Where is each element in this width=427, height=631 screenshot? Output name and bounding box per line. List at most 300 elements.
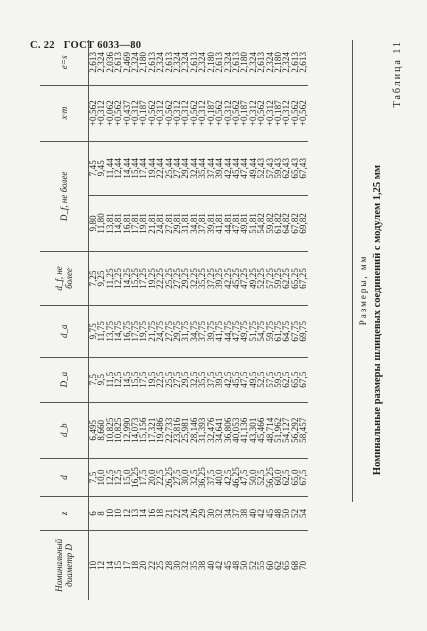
table-cell: 17,81 — [131, 195, 139, 251]
table-cell: 43,301 — [249, 402, 257, 458]
table-cell: 36,25 — [198, 458, 206, 496]
table-cell: +0,562 — [148, 85, 156, 141]
table-cell: 14 — [104, 560, 115, 570]
table-cell: 37,75 — [198, 305, 206, 357]
table-cell: 62,43 — [282, 141, 290, 195]
table-cell: 49,75 — [240, 305, 248, 357]
table-cell: 46,25 — [232, 458, 240, 496]
table-cell: 12,5 — [114, 357, 122, 402]
table-cell: 57,5 — [266, 357, 274, 402]
table-cell: +0,312 — [249, 85, 257, 141]
table-cell: 9,75 — [89, 305, 98, 357]
table-cell: 48 — [230, 560, 241, 570]
table-cell: 24,81 — [156, 195, 164, 251]
table-cell: 37,5 — [207, 357, 215, 402]
table-cell: 48,714 — [266, 402, 274, 458]
table-cell: 9,25 — [97, 251, 105, 305]
table-cell: 62 — [272, 560, 283, 570]
table-cell: 16,25 — [131, 458, 139, 496]
table-cell: 2,324 — [156, 40, 164, 85]
table-cell: 60,0 — [274, 458, 282, 496]
table-cell: 28 — [163, 560, 174, 570]
table-cell: 15,44 — [131, 141, 139, 195]
table-cell: 29,5 — [181, 357, 189, 402]
table-cell: 10 — [88, 560, 98, 570]
table-cell: 56,25 — [266, 458, 274, 496]
table-cell: 2,180 — [274, 40, 282, 85]
table-cell: 21 — [165, 497, 173, 531]
table-cell: 37,81 — [198, 195, 206, 251]
table-cell: 11,75 — [97, 305, 105, 357]
table-cell: 6,495 — [89, 402, 98, 458]
table-cell: 65,25 — [291, 251, 299, 305]
table-cell: 50 — [282, 497, 290, 531]
table-cell: 17,5 — [139, 458, 147, 496]
header-es: e=s — [40, 40, 89, 85]
table-cell: 47,75 — [232, 305, 240, 357]
table-cell: 14,44 — [123, 141, 131, 195]
table-cell: 17,5 — [139, 357, 147, 402]
table-cell: 14,073 — [131, 402, 139, 458]
table-cell: 44,75 — [224, 305, 232, 357]
table-cell: 27,44 — [173, 141, 181, 195]
table-cell: +0,562 — [215, 85, 223, 141]
table-cell: 13 — [131, 497, 139, 531]
table-cell: 12 — [96, 560, 107, 570]
table-cell: 19,5 — [148, 357, 156, 402]
table-cell: 70 — [298, 560, 309, 570]
table-cell: 49,44 — [249, 141, 257, 195]
table-cell: 39,81 — [207, 195, 215, 251]
table-cell: 20,0 — [148, 458, 156, 496]
table-cell: 54,82 — [257, 195, 265, 251]
table-cell: 15,0 — [123, 458, 131, 496]
table-cell: +0,562 — [257, 85, 265, 141]
table-cell: 2,324 — [181, 40, 189, 85]
table-cell: 62,5 — [282, 458, 290, 496]
table-cell: 38 — [197, 560, 208, 570]
table-cell: 22,5 — [156, 458, 164, 496]
table-cell: 15,5 — [131, 357, 139, 402]
table-cell: 2,613 — [299, 40, 307, 85]
table-cell: 19,486 — [156, 402, 164, 458]
table-header-row — [40, 40, 89, 600]
table-cell: 27,25 — [173, 251, 181, 305]
table-cell: 31,393 — [198, 402, 206, 458]
table-cell: 41,75 — [215, 305, 223, 357]
table-row — [299, 40, 307, 600]
table-cell: 2,180 — [139, 40, 147, 85]
table-cell: +0,187 — [240, 85, 248, 141]
table-cell: 32,25 — [190, 251, 198, 305]
table-cell: +0,187 — [139, 85, 147, 141]
table-cell: 39,25 — [215, 251, 223, 305]
table-cell: 34,81 — [190, 195, 198, 251]
table-cell: 47,25 — [240, 251, 248, 305]
header-Df: D_f, не более — [40, 141, 89, 251]
table-cell: 30 — [172, 560, 183, 570]
table-cell: 26,25 — [165, 458, 173, 496]
table-cell: 54,127 — [282, 402, 290, 458]
table-cell: 13,81 — [106, 195, 114, 251]
table-cell: 65,43 — [291, 141, 299, 195]
table-cell: 36,806 — [224, 402, 232, 458]
table-cell: 22 — [146, 560, 157, 570]
table-cell: 40 — [249, 497, 257, 531]
table-cell: 67,82 — [291, 195, 299, 251]
table-cell: +0,562 — [299, 85, 307, 141]
table-title: Номинальные размеры шлицевых соединений с модулем 1,25 мм — [372, 164, 383, 476]
standard-code: ГОСТ 6033—80 — [63, 40, 142, 51]
table-cell: 15 — [113, 560, 124, 570]
table-cell: 38 — [240, 497, 248, 531]
table-cell: 42,25 — [224, 251, 232, 305]
table-cell: 65,5 — [291, 357, 299, 402]
table-cell: +0,562 — [165, 85, 173, 141]
table-cell: 65,0 — [291, 458, 299, 496]
table-cell: 2,180 — [207, 40, 215, 85]
table-cell: 47,5 — [240, 357, 248, 402]
table-cell: +0,312 — [181, 85, 189, 141]
table-cell: 60 — [264, 560, 275, 570]
table-cell: 69,75 — [299, 305, 307, 357]
table-cell: 44,81 — [224, 195, 232, 251]
table-cell: 56,292 — [291, 402, 299, 458]
table-cell: 59,75 — [266, 305, 274, 357]
table-cell: 47,81 — [232, 195, 240, 251]
table-cell: 2,613 — [89, 40, 98, 85]
table-cell: 25,44 — [165, 141, 173, 195]
table-cell: 45 — [222, 560, 233, 570]
table-cell: +0,187 — [207, 85, 215, 141]
table-cell: 37,5 — [207, 458, 215, 496]
table-cell: 2,613 — [232, 40, 240, 85]
table-cell: +0,187 — [274, 85, 282, 141]
table-cell: 20 — [138, 560, 149, 570]
table-cell: 6 — [89, 497, 98, 531]
table-cell: 32,476 — [207, 402, 215, 458]
table-cell: 2,324 — [198, 40, 206, 85]
table-cell: 37,25 — [207, 251, 215, 305]
table-cell: 26 — [190, 497, 198, 531]
table-cell: 22,44 — [156, 141, 164, 195]
header-Da: D_a — [40, 357, 89, 402]
table-cell: 22,25 — [156, 251, 164, 305]
rotated-table-region — [40, 40, 410, 600]
table-cell: 22 — [173, 497, 181, 531]
table-cell: 24,75 — [156, 305, 164, 357]
table-cell: 49,5 — [249, 357, 257, 402]
table-cell: 50 — [239, 560, 250, 570]
table-cell: +0,312 — [266, 85, 274, 141]
table-cell: 32,5 — [190, 357, 198, 402]
table-cell: 2,324 — [266, 40, 274, 85]
table-cell: 7,5 — [89, 357, 98, 402]
table-cell: 19,75 — [139, 305, 147, 357]
table-cell: 57,25 — [266, 251, 274, 305]
table-cell: 29,25 — [181, 251, 189, 305]
table-cell: 14,25 — [123, 251, 131, 305]
table-cell: 16 — [148, 497, 156, 531]
table-label: Таблица 11 — [392, 40, 403, 108]
table-cell: 39,75 — [207, 305, 215, 357]
table-cell: 7,5 — [89, 458, 98, 496]
table-cell: 15,25 — [131, 251, 139, 305]
table-cell: 42,5 — [224, 357, 232, 402]
table-cell: 42 — [214, 560, 225, 570]
header-xm: x·m — [40, 85, 89, 141]
header-z: z — [40, 497, 89, 531]
table-cell: 57,43 — [266, 141, 274, 195]
table-cell: 2,613 — [291, 40, 299, 85]
table-cell: 69,82 — [299, 195, 307, 251]
table-cell: 32 — [180, 560, 191, 570]
table-cell: 49,81 — [240, 195, 248, 251]
table-cell: +0,312 — [97, 85, 105, 141]
table-cell: 7,45 — [89, 141, 98, 195]
header-d: d — [40, 458, 89, 496]
table-cell: 14,75 — [114, 305, 122, 357]
table-cell: 17,321 — [148, 402, 156, 458]
table-cell: +0,562 — [232, 85, 240, 141]
table-cell: 12,44 — [114, 141, 122, 195]
table-cell: 40,0 — [215, 458, 223, 496]
table-cell: 2,324 — [224, 40, 232, 85]
table-cell: 45,5 — [232, 357, 240, 402]
table-cell: +0,312 — [156, 85, 164, 141]
table-cell: 2,324 — [97, 40, 105, 85]
table-cell: 19,44 — [148, 141, 156, 195]
table-cell: 14,81 — [114, 195, 122, 251]
table-cell: 47,44 — [240, 141, 248, 195]
table-cell: 9,80 — [89, 195, 98, 251]
table-cell: 11,80 — [97, 195, 105, 251]
table-cell: +0,062 — [106, 85, 114, 141]
table-cell: 58,457 — [299, 402, 307, 458]
table-cell: 2,324 — [131, 40, 139, 85]
table-cell: 54 — [299, 497, 307, 531]
table-cell: +0,312 — [224, 85, 232, 141]
table-cell: 51,75 — [249, 305, 257, 357]
table-cell: 61,82 — [274, 195, 282, 251]
table-cell: 37,44 — [207, 141, 215, 195]
table-cell: 11,25 — [106, 251, 114, 305]
table-cell: 12,25 — [114, 251, 122, 305]
table-cell: 10,0 — [97, 458, 105, 496]
table-cell: 25,25 — [165, 251, 173, 305]
table-cell: 28,146 — [190, 402, 198, 458]
table-cell: +0,562 — [291, 85, 299, 141]
table-cell: 35,44 — [198, 141, 206, 195]
header-db: d_b — [40, 402, 89, 458]
table-cell: 32 — [215, 497, 223, 531]
table-cell: 35,5 — [198, 357, 206, 402]
table-cell: 55 — [256, 560, 267, 570]
table-cell: +0,562 — [114, 85, 122, 141]
table-cell: 35,25 — [198, 251, 206, 305]
table-cell: 65 — [281, 560, 292, 570]
table-cell: +0,562 — [190, 85, 198, 141]
table-cell: 8,660 — [97, 402, 105, 458]
table-cell: 25 — [155, 560, 166, 570]
table-cell: 30 — [207, 497, 215, 531]
table-cell: 52 — [291, 497, 299, 531]
table-cell: 67,5 — [299, 357, 307, 402]
table-cell: 52,25 — [257, 251, 265, 305]
table-cell: 2,324 — [249, 40, 257, 85]
table-cell: 2,613 — [190, 40, 198, 85]
table-cell: 41,81 — [215, 195, 223, 251]
table-cell: 2,613 — [165, 40, 173, 85]
table-cell: 16,75 — [123, 305, 131, 357]
table-cell: 27,81 — [165, 195, 173, 251]
table-cell: 41,136 — [240, 402, 248, 458]
table-cell: 45,25 — [232, 251, 240, 305]
table-cell: 15,156 — [139, 402, 147, 458]
table-cell: 42,5 — [224, 458, 232, 496]
table-cell: 2,036 — [106, 40, 114, 85]
table-cell: 10 — [114, 497, 122, 531]
table-cell: 51,81 — [249, 195, 257, 251]
subtitle-divider — [352, 40, 353, 502]
table-cell: 67,75 — [291, 305, 299, 357]
table-cell: 9,5 — [97, 357, 105, 402]
table-cell: 10 — [106, 497, 114, 531]
table-cell: 29,44 — [181, 141, 189, 195]
table-cell: 59,82 — [266, 195, 274, 251]
table-cell: 32,5 — [190, 458, 198, 496]
table-cell: 37 — [232, 497, 240, 531]
table-cell: 17 — [121, 560, 132, 570]
table-cell: 2,613 — [148, 40, 156, 85]
table-cell: 39,44 — [215, 141, 223, 195]
table-cell: 19,25 — [148, 251, 156, 305]
table-cell: 21,81 — [148, 195, 156, 251]
table-cell: 40 — [205, 560, 216, 570]
table-cell: 2,469 — [123, 40, 131, 85]
table-subtitle: Размеры, мм — [358, 254, 368, 326]
table-cell: 27,75 — [165, 305, 173, 357]
table-cell: 29,81 — [173, 195, 181, 251]
table-cell: 11,44 — [106, 141, 114, 195]
table-cell: 16,81 — [123, 195, 131, 251]
table-cell: 29 — [198, 497, 206, 531]
table-cell: +0,312 — [198, 85, 206, 141]
table-cell: 17,25 — [139, 251, 147, 305]
table-cell: 12,5 — [106, 458, 114, 496]
table-cell: 59,5 — [274, 357, 282, 402]
table-cell: 2,324 — [173, 40, 181, 85]
table-cell: 11,5 — [106, 357, 114, 402]
table-cell: 13,75 — [106, 305, 114, 357]
table-cell: 52,5 — [257, 357, 265, 402]
table-cell: 9,45 — [97, 141, 105, 195]
table-cell: 32,44 — [190, 141, 198, 195]
table-cell: 25,981 — [181, 402, 189, 458]
table-cell: 31,75 — [181, 305, 189, 357]
table-cell: 2,613 — [257, 40, 265, 85]
table-cell: 27,5 — [173, 458, 181, 496]
table-cell: +0,312 — [173, 85, 181, 141]
table-cell: 34,75 — [190, 305, 198, 357]
table-cell: 52 — [247, 560, 258, 570]
header-df: d_f, не более — [40, 251, 89, 305]
table-cell: 48 — [274, 497, 282, 531]
table-cell: 10,825 — [106, 402, 114, 458]
table-cell: 34,641 — [215, 402, 223, 458]
table-cell: 27,5 — [173, 357, 181, 402]
dimensions-table — [40, 40, 308, 600]
table-cell: 23,816 — [173, 402, 181, 458]
table-cell: 22,5 — [156, 357, 164, 402]
table-cell: +0,437 — [123, 85, 131, 141]
header-nominal-diameter: Номинальный диаметр D — [40, 530, 89, 600]
table-cell: 2,324 — [282, 40, 290, 85]
table-cell: 12,5 — [114, 458, 122, 496]
table-cell: 54,75 — [257, 305, 265, 357]
table-cell: 17,44 — [139, 141, 147, 195]
table-cell: 49,25 — [249, 251, 257, 305]
table-cell: 19,81 — [139, 195, 147, 251]
table-cell: 25,5 — [165, 357, 173, 402]
table-cell: 52,43 — [257, 141, 265, 195]
table-cell: 62,25 — [282, 251, 290, 305]
table-cell: 29,75 — [173, 305, 181, 357]
table-cell: 12,990 — [123, 402, 131, 458]
table-cell: 45,44 — [232, 141, 240, 195]
table-cell: 59,25 — [274, 251, 282, 305]
table-cell: 10,825 — [114, 402, 122, 458]
table-cell: 39,5 — [215, 357, 223, 402]
table-cell: 42,44 — [224, 141, 232, 195]
table-cell: 51,962 — [274, 402, 282, 458]
table-cell: 40,053 — [232, 402, 240, 458]
page-number: С. 22 — [30, 40, 55, 51]
table-cell: 52,5 — [257, 458, 265, 496]
table-cell: 34 — [224, 497, 232, 531]
table-cell: 2,180 — [240, 40, 248, 85]
header-da: d_a — [40, 305, 89, 357]
table-cell: 45,466 — [257, 402, 265, 458]
table-cell: 31,81 — [181, 195, 189, 251]
table-cell: 67,25 — [299, 251, 307, 305]
table-cell: 64,75 — [282, 305, 290, 357]
table-cell: +0,312 — [131, 85, 139, 141]
table-cell: 50,0 — [249, 458, 257, 496]
table-cell: 67,43 — [299, 141, 307, 195]
table-cell: 12 — [123, 497, 131, 531]
table-cell: 35 — [188, 560, 199, 570]
table-cell: 17,75 — [131, 305, 139, 357]
table-cell: 14,5 — [123, 357, 131, 402]
table-cell: 45 — [266, 497, 274, 531]
table-cell: 18 — [156, 497, 164, 531]
table-cell: 7,25 — [89, 251, 98, 305]
table-cell: 64,82 — [282, 195, 290, 251]
table-cell: 67,5 — [299, 458, 307, 496]
table-cell: 61,75 — [274, 305, 282, 357]
table-cell: 2,613 — [114, 40, 122, 85]
table-cell: 14 — [139, 497, 147, 531]
table-cell: 42 — [257, 497, 265, 531]
table-cell: 22,733 — [165, 402, 173, 458]
table-cell: 30,0 — [181, 458, 189, 496]
table-cell: 8 — [97, 497, 105, 531]
table-cell: 18 — [130, 560, 141, 570]
table-cell: 21,75 — [148, 305, 156, 357]
table-cell: 59,43 — [274, 141, 282, 195]
table-cell: 24 — [181, 497, 189, 531]
